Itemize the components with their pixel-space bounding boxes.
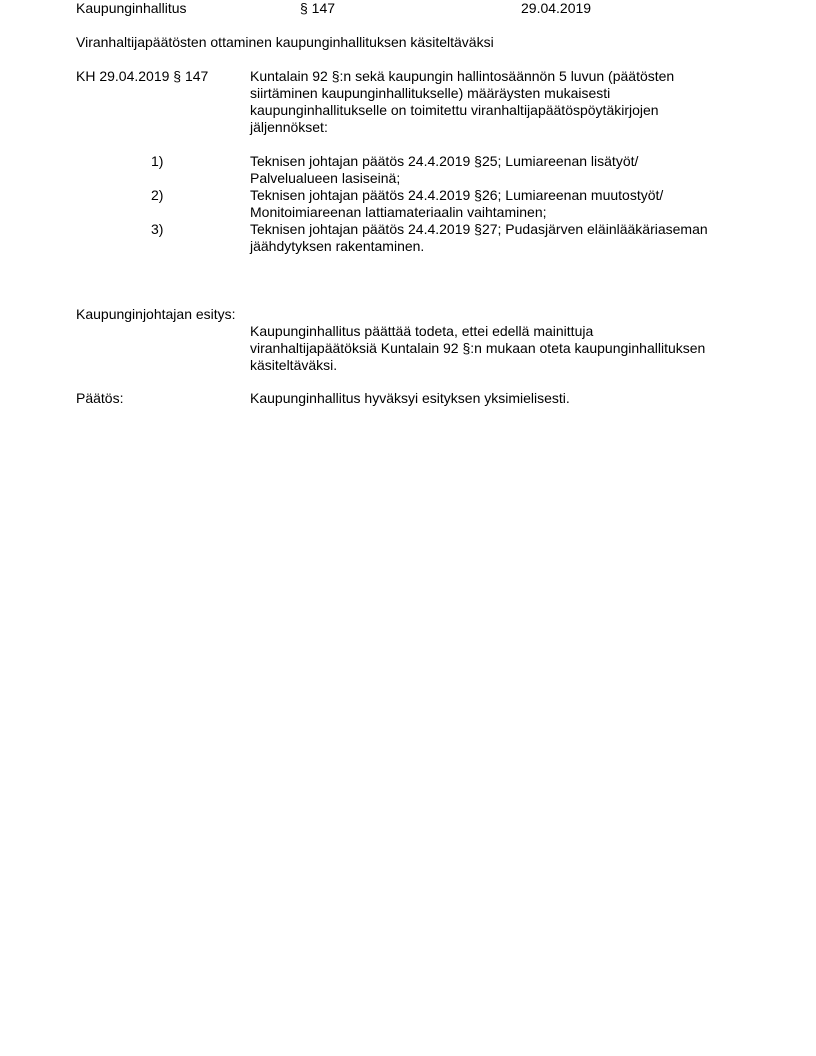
list-item [250,153,638,187]
proposal-text [250,323,705,374]
proposal-line: viranhaltijapäätöksiä Kuntalain 92 §:n mukaan oteta kaupunginhallituksen [250,340,706,356]
proposal-label: Kaupunginjohtajan esitys: [76,306,236,322]
proposal-line: Kaupunginhallitus päättää todeta, ettei edellä mainittuja [250,323,594,339]
document-title: Viranhaltijapäätösten ottaminen kaupunginhallituksen käsiteltäväksi [76,34,494,50]
header-body: Kaupunginhallitus [76,0,187,16]
proposal-line: käsiteltäväksi. [250,357,338,373]
intro-line: jäljennökset: [250,119,328,135]
list-number: 3) [151,221,164,237]
intro-line: kaupunginhallitukselle on toimitettu viranhaltijapäätöspöytäkirjojen [250,102,659,118]
decision-label: Päätös: [76,390,124,406]
meeting-reference: KH 29.04.2019 § 147 [76,68,209,84]
list-number: 2) [151,187,164,203]
intro-line: Kuntalain 92 §:n sekä kaupungin hallintosäännön 5 luvun (päätösten [250,68,675,84]
header-date: 29.04.2019 [521,0,592,16]
header-section: § 147 [300,0,336,16]
intro-line: siirtäminen kaupunginhallitukselle) määräysten mukaisesti [250,85,611,101]
list-item-line: Teknisen johtajan päätös 24.4.2019 §25; Lumiareenan lisätyöt/ [250,153,639,169]
intro-paragraph [250,68,674,136]
list-item-line: Monitoimiareenan lattiamateriaalin vaihtaminen; [250,204,547,220]
list-item-line: jäähdytyksen rakentaminen. [250,238,425,254]
list-item [250,221,708,255]
list-item-line: Palvelualueen lasiseinä; [250,170,401,186]
list-number: 1) [151,153,164,169]
list-item [250,187,663,221]
list-item-line: Teknisen johtajan päätös 24.4.2019 §26; Lumiareenan muutostyöt/ [250,187,664,203]
list-item-line: Teknisen johtajan päätös 24.4.2019 §27; Pudasjärven eläinlääkäriaseman [250,221,708,237]
decision-text: Kaupunginhallitus hyväksyi esityksen yksimielisesti. [250,390,570,406]
